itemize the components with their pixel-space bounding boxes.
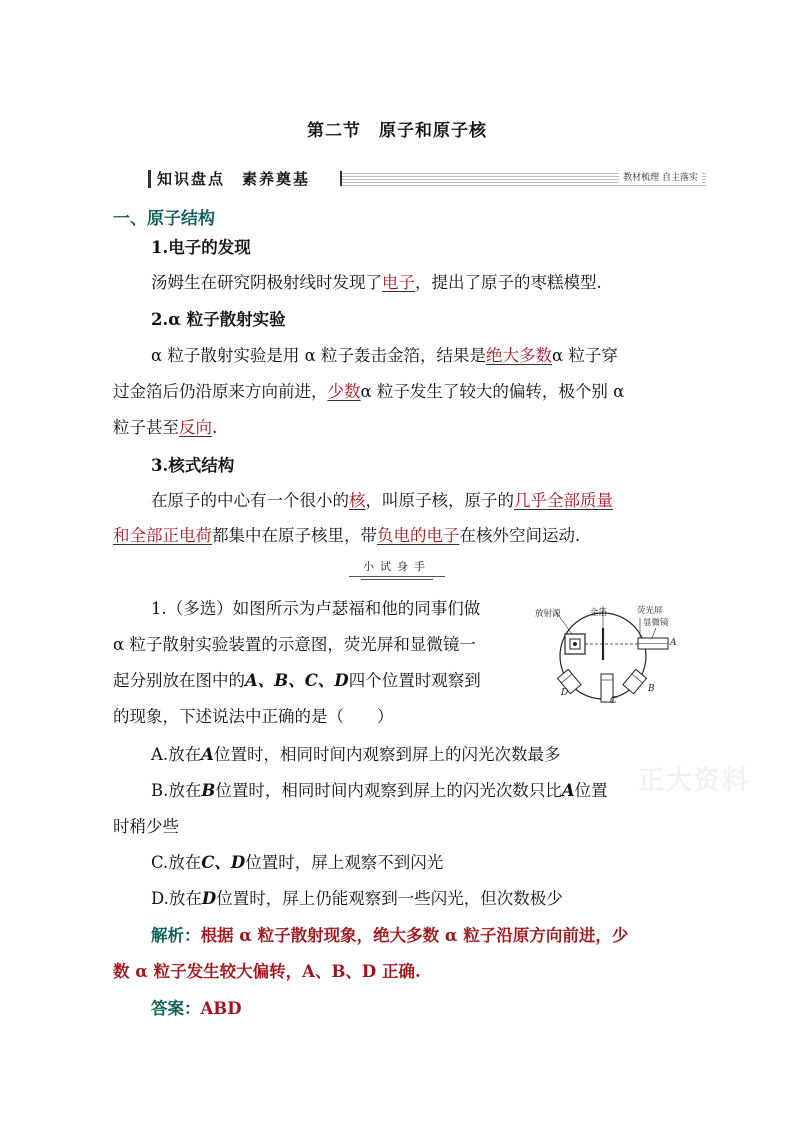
text: 过金箔后仍沿原来方向前进，: [113, 382, 328, 401]
label-position-c: C: [610, 696, 617, 706]
text: 在核外空间运动.: [459, 526, 581, 545]
position: C、D: [201, 853, 246, 872]
label-microscope: 显微镜: [643, 618, 669, 628]
option-d: [151, 888, 563, 910]
paragraph-alpha-line3: [113, 417, 217, 439]
watermark: 正大资料: [638, 766, 751, 796]
option-a: [151, 744, 560, 766]
analysis-line2: 数 α 粒子发生较大偏转，A、B、D 正确.: [113, 962, 421, 981]
answer-value: ABD: [200, 999, 242, 1018]
paragraph-electron: [151, 272, 602, 294]
question-line4: 的现象，下述说法中正确的是（ ）: [113, 707, 394, 726]
label-position-a: A: [670, 638, 677, 648]
text: α 粒子穿: [552, 346, 618, 365]
fill-blank: 电子: [382, 273, 415, 292]
banner-subtitle: 教材梳理 自主落实: [619, 172, 702, 185]
text: .: [212, 418, 218, 437]
position: A: [561, 781, 575, 800]
subheading-alpha: 2.α 粒子散射实验: [151, 310, 286, 329]
exercise-label: [341, 558, 453, 580]
text: α 粒子散射实验是用 α 粒子轰击金箔，结果是: [151, 346, 487, 365]
analysis-line1: [151, 925, 628, 947]
text: 四个位置时观察到: [348, 671, 481, 690]
subheading-nucleus: 3.核式结构: [151, 456, 235, 475]
text: 位置时，相同时间内观察到屏上的闪光次数只比: [215, 781, 562, 800]
positions: A、B、C、D: [245, 671, 349, 690]
paragraph-alpha-line1: [151, 345, 618, 367]
paragraph-nucleus-line2: [113, 525, 580, 547]
question-line3: [113, 670, 481, 692]
text: ，提出了原子的枣糕模型.: [415, 273, 602, 292]
text: 位置时，屏上观察不到闪光: [245, 853, 444, 872]
question-line1: 1.（多选）如图所示为卢瑟福和他的同事们做: [151, 599, 481, 618]
position: B: [201, 781, 216, 800]
page-title: 第二节 原子和原子核: [307, 121, 487, 141]
exercise-label-text: 小试身手: [363, 560, 431, 573]
subheading-electron: 1.电子的发现: [151, 238, 251, 257]
answer: [151, 998, 242, 1020]
text: 位置时，相同时间内观察到屏上的闪光次数最多: [213, 745, 561, 764]
fill-blank: 绝大多数: [486, 346, 553, 365]
analysis-text: 根据 α 粒子散射现象，绝大多数 α 粒子沿原方向前进，少: [200, 926, 629, 945]
paragraph-nucleus-line1: [151, 490, 613, 512]
text: 起分别放在图中的: [113, 671, 245, 690]
section-heading: 一、原子结构: [113, 209, 215, 229]
option-b: [151, 780, 608, 802]
text: C.放在: [151, 853, 202, 872]
banner-title: 知识盘点 素养奠基: [148, 170, 310, 188]
question-line2: α 粒子散射实验装置的示意图，荧光屏和显微镜一: [113, 635, 476, 654]
label-position-b: B: [648, 684, 655, 694]
text: ，叫原子核，原子的: [365, 491, 514, 510]
text: 都集中在原子核里，带: [212, 526, 377, 545]
answer-label: 答案：: [151, 999, 201, 1018]
text: 粒子甚至: [113, 418, 179, 437]
fill-blank: 和全部正电荷: [113, 526, 212, 545]
label-foil: 金箔: [590, 608, 608, 618]
analysis-label: 解析：: [151, 926, 201, 945]
label-position-d: D: [561, 688, 569, 698]
text: 位置: [574, 781, 608, 800]
text: B.放在: [151, 781, 202, 800]
text: D.放在: [151, 889, 202, 908]
text: 在原子的中心有一个很小的: [151, 491, 349, 510]
paragraph-alpha-line2: [113, 381, 624, 403]
divider: [349, 576, 445, 577]
divider: [361, 579, 433, 580]
fill-blank: 几乎全部质量: [514, 491, 613, 510]
position: D: [201, 889, 217, 908]
fill-blank: 反向: [179, 418, 212, 437]
option-c: [151, 852, 443, 874]
rutherford-apparatus-figure: [528, 598, 688, 710]
fill-blank: 少数: [327, 382, 361, 401]
text: α 粒子发生了较大的偏转，极个别 α: [360, 382, 625, 401]
text: 位置时，屏上仍能观察到一些闪光，但次数极少: [216, 889, 563, 908]
option-b-continued: 时稍少些: [113, 817, 179, 836]
label-source: 放射源: [535, 609, 561, 619]
position: A: [201, 745, 214, 764]
label-screen: 荧光屏: [637, 606, 663, 616]
text: A.放在: [151, 745, 202, 764]
fill-blank: 负电的电子: [377, 526, 460, 545]
fill-blank: 核: [349, 491, 366, 510]
text: 汤姆生在研究阴极射线时发现了: [151, 273, 382, 292]
section-banner: [148, 170, 706, 188]
